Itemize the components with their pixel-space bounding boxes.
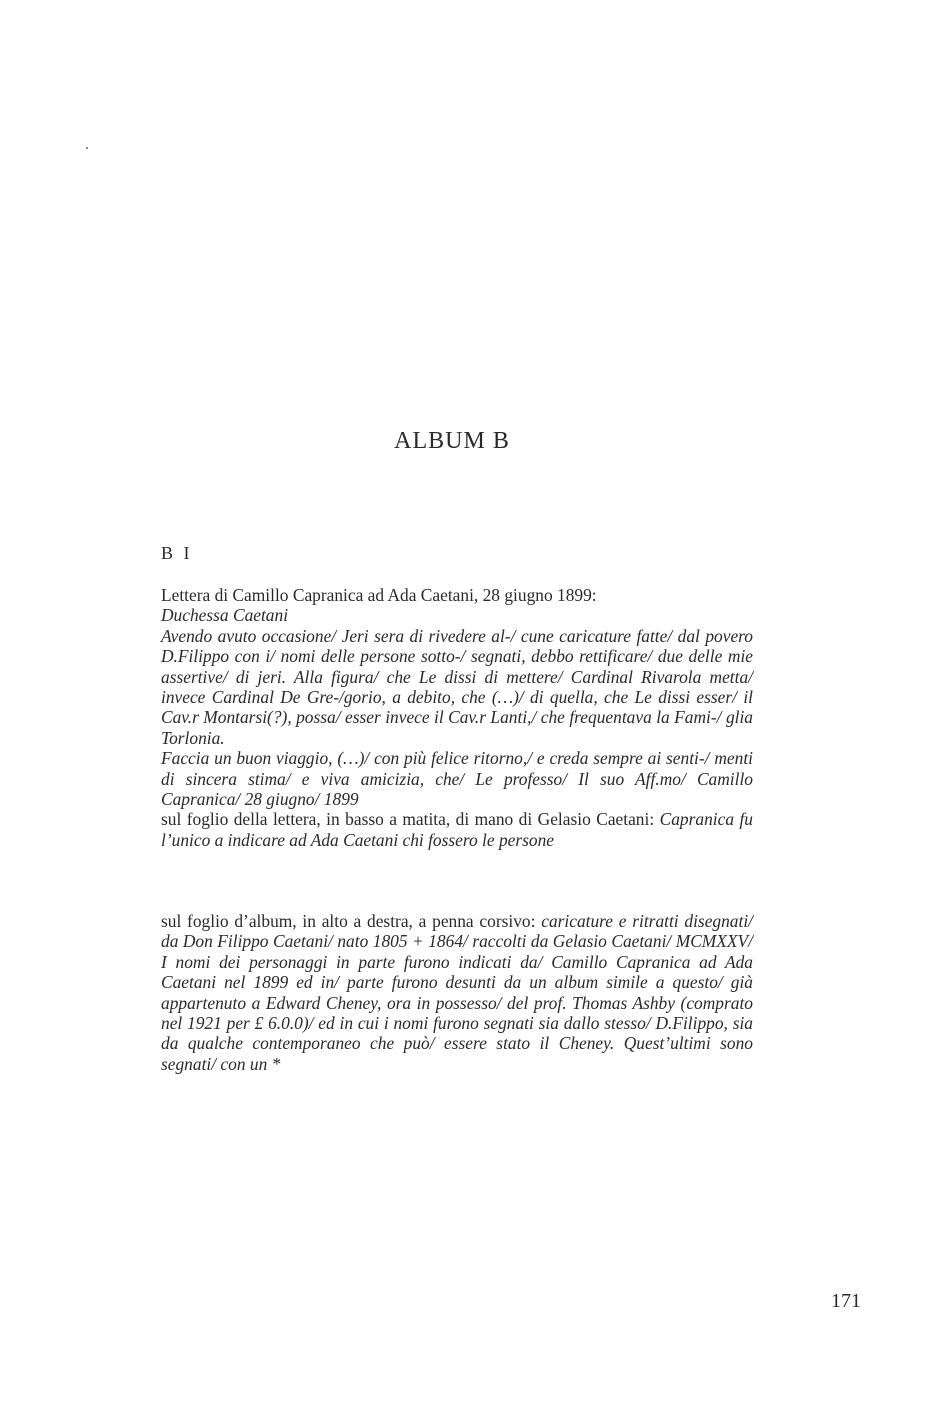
album-note-text: caricature e ritratti disegnati/ da Don Filippo Caetani/ nato 1805 + 1864/ raccolti da Gelasio Caetani/ MCMXXV/ I nomi dei personaggi in parte furono indicati da/ Camillo Capranica ad Ada Caetani nel 1899 ed in/ parte furono desunti da un album simile a questo/ già appartenuto a Edward Cheney, ora in possesso/ del prof. Thomas Ashby (comprato nel 1921 per £ 6.0.0)/ ed in cui i nomi furono segnati sia dallo stesso/ D.Filippo, sia da qualche contemporaneo che può/ essere stato il Cheney. Quest’ultimi sono segnati/ con un * bbox=[161, 911, 753, 1074]
album-sheet-note bbox=[161, 911, 753, 1074]
section-label: B I bbox=[161, 543, 193, 563]
letter-salutation: Duchessa Caetani bbox=[161, 605, 289, 626]
letter-closing: Faccia un buon viaggio, (…)/ con più felice ritorno,/ e creda sempre ai senti-/ menti di sincera stima/ e viva amicizia, che/ Le professo/ Il suo Aff.mo/ Camillo Capranica/ 28 giugno/ 1899 bbox=[161, 748, 753, 810]
letter-note-text: Capranica fu l’unico a indicare ad Ada Caetani chi fossero le persone bbox=[161, 809, 753, 850]
album-note-intro: sul foglio d’album, in alto a destra, a penna corsivo: bbox=[161, 911, 536, 931]
page-number: 171 bbox=[831, 1290, 861, 1312]
page-title: ALBUM B bbox=[394, 428, 510, 454]
letter-body: Avendo avuto occasione/ Jeri sera di rivedere al-/ cune caricature fatte/ dal povero D.Filippo con i/ nomi delle persone sotto-/ segnati, debbo rettificare/ due delle mie assertive/ di jeri. Alla figura/ che Le dissi di mettere/ Cardinal Rivarola metta/ invece Cardinal De Gre-/gorio, a debito, che (…)/ di quella, che Le dissi esser/ il Cav.r Montarsi(?), possa/ esser invece il Cav.r Lanti,/ che frequentava la Fami-/ glia Torlonia. bbox=[161, 625, 753, 748]
stray-mark: . bbox=[85, 136, 89, 153]
letter-note-intro: sul foglio della lettera, in basso a matita, di mano di Gelasio Caetani: bbox=[161, 809, 655, 830]
letter-intro: Lettera di Camillo Capranica ad Ada Caetani, 28 giugno 1899: bbox=[161, 585, 597, 605]
letter-note bbox=[161, 809, 753, 850]
letter-transcription bbox=[161, 585, 753, 850]
